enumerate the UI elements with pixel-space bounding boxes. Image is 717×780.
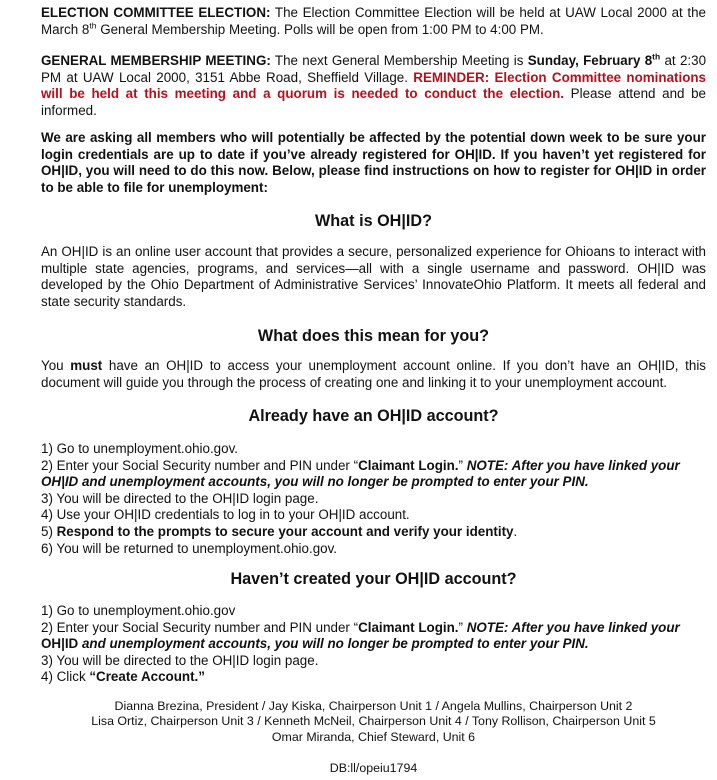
must-emphasis: must: [70, 358, 103, 373]
meeting-label: GENERAL MEMBERSHIP MEETING:: [41, 53, 271, 68]
meeting-paragraph: GENERAL MEMBERSHIP MEETING: The next General Membership Meeting is Sunday, February 8th at 2:30 PM at UAW Local 2000, 3151 Abbe Road, Sheffield Village. REMINDER: Election Committee nominations will be held at this meeting and a quorum is needed to conduct the election. Please attend and be informed.: [41, 51, 707, 118]
election-label: ELECTION COMMITTEE ELECTION:: [41, 5, 271, 20]
list-item: 4) Click “Create Account.”: [41, 669, 205, 685]
heading-what-does-this-mean: What does this mean for you?: [257, 327, 490, 345]
list-item: 1) Go to unemployment.ohio.gov: [41, 603, 236, 618]
havent-steps-list: [41, 603, 706, 686]
already-steps-list: [41, 441, 706, 557]
heading-what-is-ohid: What is OH|ID?: [315, 212, 432, 230]
list-item: 6) You will be returned to unemployment.ohio.gov.: [41, 540, 338, 556]
note-text: NOTE: After you have linked your OH|ID and unemployment accounts, you will no longer be prompted to enter your PIN.: [41, 457, 680, 490]
meeting-date: Sunday, February 8: [527, 53, 653, 68]
officers-footer: [41, 699, 706, 745]
heading-havent-created-account: Haven’t created your OH|ID account?: [230, 570, 517, 588]
footer-line: Lisa Ortiz, Chairperson Unit 3 / Kenneth McNeil, Chairperson Unit 4 / Tony Rollison, Chairperson Unit 5: [91, 714, 656, 729]
election-paragraph: ELECTION COMMITTEE ELECTION: The Election Committee Election will be held at UAW Local 2000 at the March 8th General Membership Meeting. Polls will be open from 1:00 PM to 4:00 PM.: [41, 5, 706, 37]
document-code: DB:ll/opeiu1794: [329, 761, 418, 775]
list-item: 1) Go to unemployment.ohio.gov.: [41, 441, 239, 456]
notice-paragraph: We are asking all members who will potentially be affected by the potential down week to be sure your login credentials are up to date if you’ve already registered for OH|ID. If you haven’t yet registered for OH|ID, you will need to do this now. Below, please find instructions on how to register for OH|ID in order to be able to file for unemployment:: [41, 130, 706, 195]
reminder-text: REMINDER: Election Committee nominations will be held at this meeting and a quorum is needed to conduct the election.: [41, 69, 707, 102]
list-item: 4) Use your OH|ID credentials to log in to your OH|ID account.: [41, 507, 410, 523]
footer-line: Omar Miranda, Chief Steward, Unit 6: [271, 729, 476, 744]
heading-already-have-account: Already have an OH|ID account?: [248, 407, 499, 425]
list-item: 5) Respond to the prompts to secure your account and verify your identity.: [41, 523, 518, 539]
footer-line: Dianna Brezina, President / Jay Kiska, Chairperson Unit 1 / Angela Mullins, Chairperson Unit 2: [114, 699, 633, 713]
note-text: NOTE: After you have linked your: [466, 619, 680, 635]
what-is-ohid-paragraph: An OH|ID is an online user account that provides a secure, personalized experience for Ohioans to interact with multiple state agencies, programs, and services—all with a single username and password. OH|ID was developed by the Ohio Department of Administrative Services’ InnovateOhio Platform. It meets all federal and state security standards.: [41, 244, 706, 309]
list-item: 2) Enter your Social Security number and PIN under “Claimant Login.” NOTE: After you have linked your OH|ID and unemployment accounts, you will no longer be prompted to enter your PIN.: [41, 619, 680, 652]
what-means-paragraph: You must have an OH|ID to access your unemployment account online. If you don’t have an OH|ID, this document will guide you through the process of creating one and linking it to your unemployment account.: [41, 358, 706, 390]
list-item: 3) You will be directed to the OH|ID login page.: [41, 652, 319, 668]
list-item: 2) Enter your Social Security number and PIN under “Claimant Login.” NOTE: After you have linked your OH|ID and unemployment accounts, you will no longer be prompted to enter your PIN.: [41, 457, 680, 490]
list-item: 3) You will be directed to the OH|ID login page.: [41, 490, 319, 506]
